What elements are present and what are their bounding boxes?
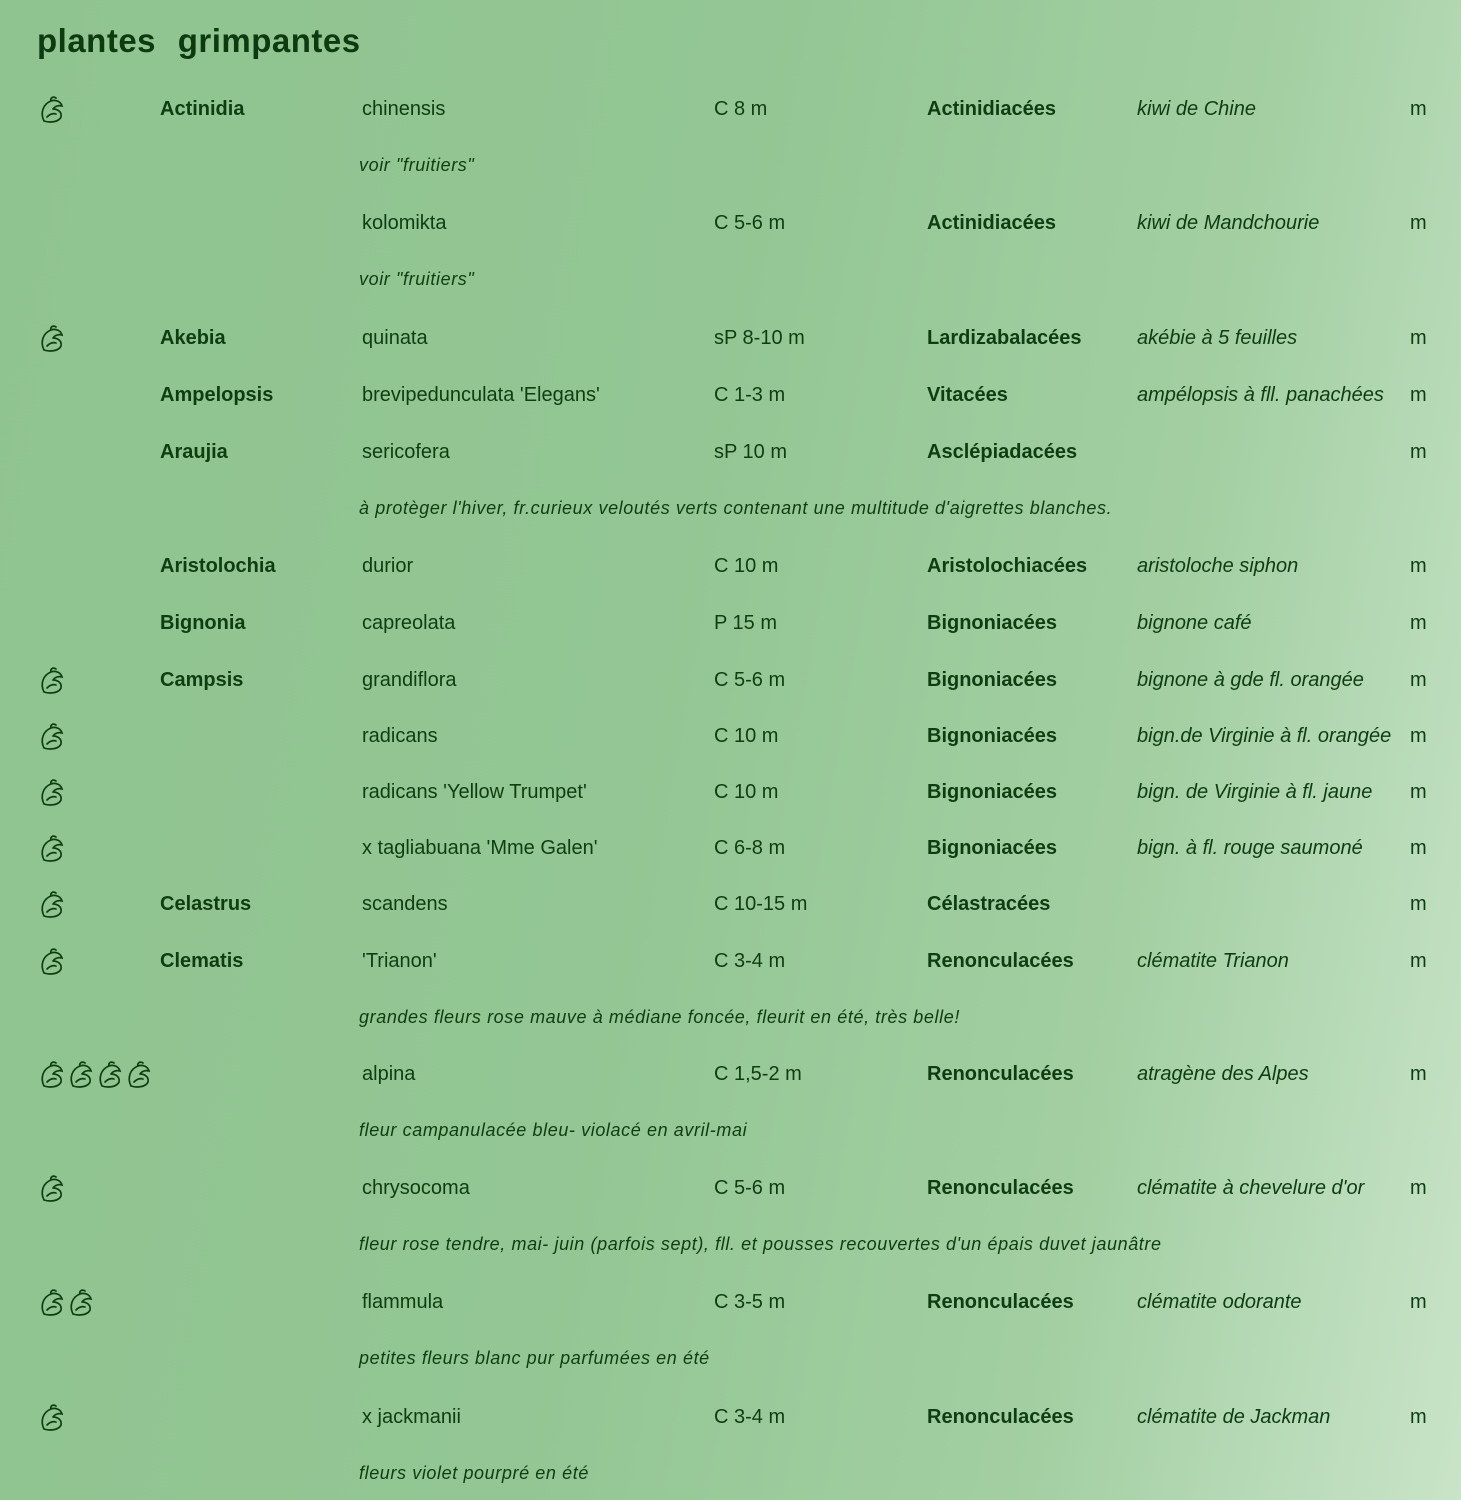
hardiness-leaf-icon [38, 1060, 66, 1096]
m-cell: m [1410, 555, 1427, 577]
hardiness-leaf-icon [38, 947, 66, 983]
row-note: petites fleurs blanc pur parfumées en été [359, 1348, 710, 1368]
family-cell: Lardizabalacées [927, 327, 1082, 349]
size-cell: sP 8-10 m [714, 327, 805, 349]
size-cell: sP 10 m [714, 441, 787, 463]
m-cell: m [1410, 950, 1427, 972]
table-row [0, 1168, 1461, 1208]
row-note: fleur rose tendre, mai- juin (parfois sept), fll. et pousses recouvertes d'un épais duvet jaunâtre [359, 1234, 1162, 1254]
species-cell: radicans 'Yellow Trumpet' [362, 781, 587, 803]
m-cell: m [1410, 669, 1427, 691]
m-cell: m [1410, 612, 1427, 634]
m-cell: m [1410, 1406, 1427, 1428]
hardiness-leaf-icon [67, 1060, 95, 1096]
genus-cell: Araujia [160, 441, 228, 463]
m-cell: m [1410, 837, 1427, 859]
plant-symbol-icons [38, 666, 66, 702]
common-cell: bign. à fl. rouge saumoné [1137, 837, 1363, 859]
genus-cell: Akebia [160, 327, 226, 349]
hardiness-leaf-icon [38, 834, 66, 870]
common-cell: clématite à chevelure d'or [1137, 1177, 1365, 1199]
species-cell: chinensis [362, 98, 446, 120]
family-cell: Actinidiacées [927, 98, 1056, 120]
table-row [0, 772, 1461, 812]
species-cell: quinata [362, 327, 428, 349]
row-note: à protèger l'hiver, fr.curieux veloutés verts contenant une multitude d'aigrettes blanches. [359, 498, 1113, 518]
common-cell: bignone café [1137, 612, 1252, 634]
table-row [0, 660, 1461, 700]
common-cell: bignone à gde fl. orangée [1137, 669, 1364, 691]
plant-symbol-icons [38, 1403, 66, 1439]
family-cell: Bignoniacées [927, 781, 1058, 803]
family-cell: Aristolochiacées [927, 555, 1088, 577]
m-cell: m [1410, 725, 1427, 747]
family-cell: Renonculacées [927, 950, 1074, 972]
family-cell: Actinidiacées [927, 212, 1056, 234]
family-cell: Renonculacées [927, 1291, 1074, 1313]
plant-symbol-icons [38, 722, 66, 758]
hardiness-leaf-icon [38, 1288, 66, 1324]
common-cell: kiwi de Chine [1137, 98, 1256, 120]
common-cell: kiwi de Mandchourie [1137, 212, 1320, 234]
common-cell: ampélopsis à fll. panachées [1137, 384, 1384, 406]
table-row [0, 603, 1461, 643]
genus-cell: Celastrus [160, 893, 252, 915]
family-cell: Bignoniacées [927, 837, 1058, 859]
hardiness-leaf-icon [38, 778, 66, 814]
size-cell: C 1-3 m [714, 384, 786, 406]
genus-cell: Clematis [160, 950, 244, 972]
hardiness-leaf-icon [38, 722, 66, 758]
common-cell: clématite Trianon [1137, 950, 1289, 972]
species-cell: alpina [362, 1063, 416, 1085]
size-cell: C 1,5-2 m [714, 1063, 802, 1085]
table-row [0, 546, 1461, 586]
family-cell: Renonculacées [927, 1063, 1074, 1085]
family-cell: Bignoniacées [927, 669, 1058, 691]
size-cell: C 3-4 m [714, 1406, 786, 1428]
size-cell: C 8 m [714, 98, 768, 120]
row-note: voir "fruitiers" [359, 155, 475, 175]
table-row [0, 432, 1461, 472]
hardiness-leaf-icon [38, 95, 66, 131]
m-cell: m [1410, 327, 1427, 349]
common-cell: bign. de Virginie à fl. jaune [1137, 781, 1373, 803]
common-cell: akébie à 5 feuilles [1137, 327, 1298, 349]
size-cell: C 5-6 m [714, 1177, 786, 1199]
table-row [0, 1054, 1461, 1094]
m-cell: m [1410, 384, 1427, 406]
plant-symbol-icons [38, 890, 66, 926]
size-cell: C 10 m [714, 555, 779, 577]
hardiness-leaf-icon [38, 890, 66, 926]
m-cell: m [1410, 441, 1427, 463]
species-cell: sericofera [362, 441, 450, 463]
size-cell: C 5-6 m [714, 212, 786, 234]
size-cell: P 15 m [714, 612, 777, 634]
table-row [0, 318, 1461, 358]
genus-cell: Campsis [160, 669, 244, 691]
m-cell: m [1410, 212, 1427, 234]
common-cell: bign.de Virginie à fl. orangée [1137, 725, 1392, 747]
page-title: plantes grimpantes [37, 22, 361, 59]
table-row [0, 89, 1461, 129]
common-cell: aristoloche siphon [1137, 555, 1299, 577]
row-note: fleurs violet pourpré en été [359, 1463, 589, 1483]
m-cell: m [1410, 893, 1427, 915]
plant-symbol-icons [38, 95, 66, 131]
table-row [0, 203, 1461, 243]
m-cell: m [1410, 1063, 1427, 1085]
size-cell: C 10 m [714, 725, 779, 747]
table-row [0, 828, 1461, 868]
species-cell: flammula [362, 1291, 444, 1313]
hardiness-leaf-icon [38, 324, 66, 360]
size-cell: C 3-5 m [714, 1291, 786, 1313]
hardiness-leaf-icon [125, 1060, 153, 1096]
family-cell: Asclépiadacées [927, 441, 1078, 463]
genus-cell: Ampelopsis [160, 384, 274, 406]
plant-symbol-icons [38, 1288, 95, 1324]
species-cell: brevipedunculata 'Elegans' [362, 384, 600, 406]
species-cell: kolomikta [362, 212, 447, 234]
plant-symbol-icons [38, 778, 66, 814]
species-cell: x tagliabuana 'Mme Galen' [362, 837, 598, 859]
plant-symbol-icons [38, 324, 66, 360]
plant-symbol-icons [38, 947, 66, 983]
hardiness-leaf-icon [38, 1403, 66, 1439]
table-row [0, 716, 1461, 756]
table-row [0, 941, 1461, 981]
table-row [0, 1282, 1461, 1322]
common-cell: atragène des Alpes [1137, 1063, 1309, 1085]
row-note: fleur campanulacée bleu- violacé en avril-mai [359, 1120, 748, 1140]
m-cell: m [1410, 781, 1427, 803]
size-cell: C 6-8 m [714, 837, 786, 859]
plant-symbol-icons [38, 1174, 66, 1210]
table-row [0, 375, 1461, 415]
species-cell: 'Trianon' [362, 950, 437, 972]
size-cell: C 10-15 m [714, 893, 808, 915]
family-cell: Vitacées [927, 384, 1008, 406]
species-cell: radicans [362, 725, 438, 747]
row-note: grandes fleurs rose mauve à médiane foncée, fleurit en été, très belle! [359, 1007, 960, 1027]
row-note: voir "fruitiers" [359, 269, 475, 289]
family-cell: Bignoniacées [927, 612, 1058, 634]
species-cell: capreolata [362, 612, 456, 634]
genus-cell: Bignonia [160, 612, 246, 634]
species-cell: scandens [362, 893, 448, 915]
common-cell: clématite odorante [1137, 1291, 1302, 1313]
common-cell: clématite de Jackman [1137, 1406, 1331, 1428]
plant-symbol-icons [38, 1060, 153, 1096]
hardiness-leaf-icon [67, 1288, 95, 1324]
hardiness-leaf-icon [38, 1174, 66, 1210]
family-cell: Bignoniacées [927, 725, 1058, 747]
genus-cell: Aristolochia [160, 555, 276, 577]
family-cell: Célastracées [927, 893, 1051, 915]
family-cell: Renonculacées [927, 1177, 1074, 1199]
species-cell: grandiflora [362, 669, 457, 691]
species-cell: chrysocoma [362, 1177, 470, 1199]
m-cell: m [1410, 1291, 1427, 1313]
species-cell: durior [362, 555, 414, 577]
hardiness-leaf-icon [96, 1060, 124, 1096]
size-cell: C 5-6 m [714, 669, 786, 691]
species-cell: x jackmanii [362, 1406, 461, 1428]
size-cell: C 10 m [714, 781, 779, 803]
genus-cell: Actinidia [160, 98, 245, 120]
hardiness-leaf-icon [38, 666, 66, 702]
table-row [0, 1397, 1461, 1437]
plant-symbol-icons [38, 834, 66, 870]
size-cell: C 3-4 m [714, 950, 786, 972]
m-cell: m [1410, 98, 1427, 120]
family-cell: Renonculacées [927, 1406, 1074, 1428]
m-cell: m [1410, 1177, 1427, 1199]
table-row [0, 884, 1461, 924]
